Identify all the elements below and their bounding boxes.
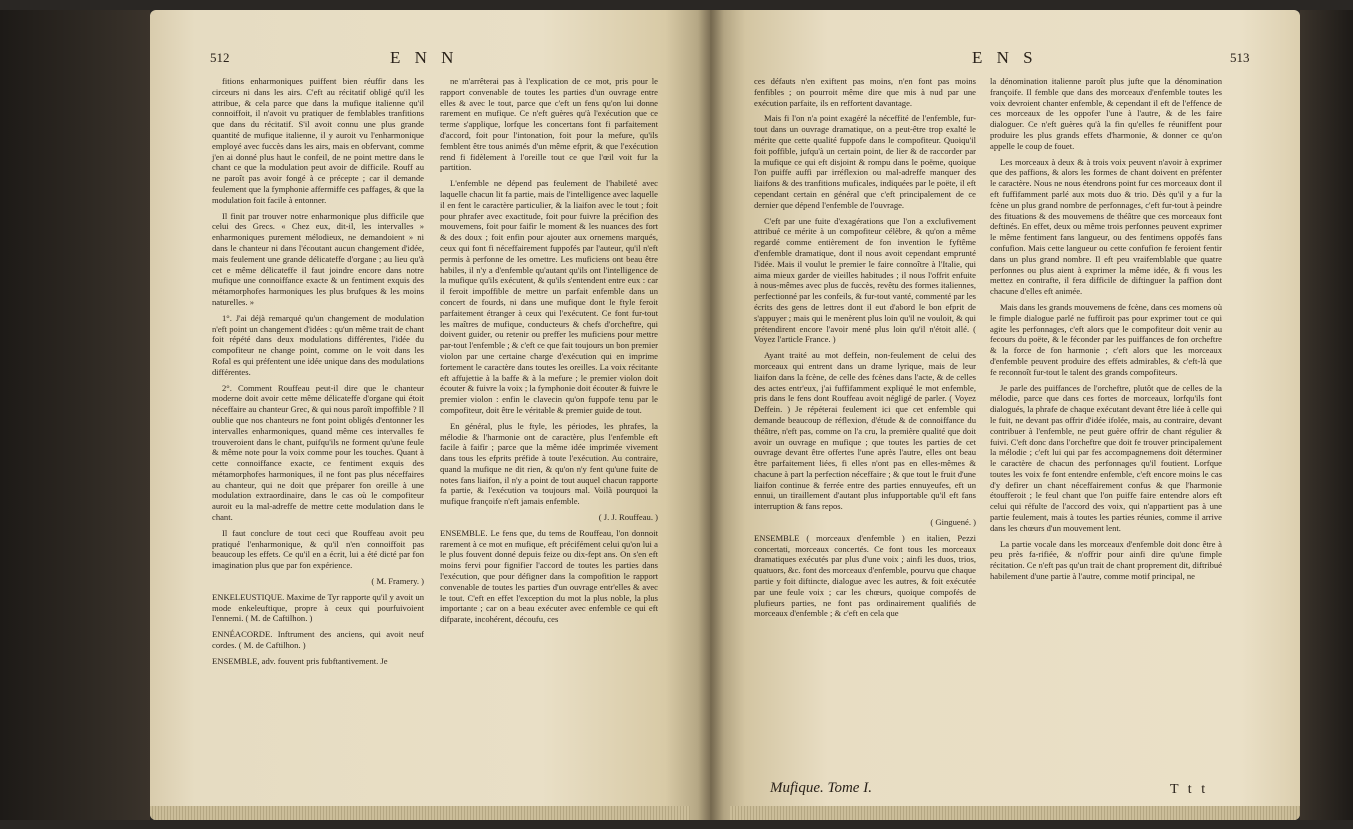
dictionary-entry: ENSEMBLE. Le fens que, du tems de Rouffeau, l'on donnoit rarement à ce mot en mufique, eft précifément celui qu'on lui a le plus fouvent donné depuis feize ou dix-fept ans. On s'en eft moins fervi pour fignifier l'accord de toutes les parties dans l'exécution, que pour défigner dans la compofition le rapport convenable de toutes les parties d'un ouvrage entr'elles & avec le tout. C'eft en effet l'exception du mot la plus noble, la plus importante ; car on a beau exécuter avec enfemble ce qui eft difparate, incohérent, découfu, ces (440, 527, 658, 625)
paragraph: 2°. Comment Rouffeau peut-il dire que le chanteur moderne doit avoir cette même délicateffe d'organe qui étoit néceffaire au chanteur Grec, & qui nous paroît impoffible ? Il oublie que nos chanteurs ne font point obligés d'entonner les intervalles enharmoniques, quand même ces intervalles fe trouveroient dans le chant, puifqu'ils ne forment qu'une feule & même note pour la voix comme pour les touches. Quant à cette connoiffance exacte, ce fentiment exquis des métamorphofes harmoniques, il ne font pas plus néceffaires au chanteur, qui ne doit que préparer fon oreille à une modulation extraordinaire, dans le cas où le compofiteur auroit eu la mal-adreffe de mettre cette modulation dans le chant. (212, 382, 424, 523)
paragraph: la dénomination italienne paroît plus jufte que la dénomination françoife. Il femble que dans des morceaux d'enfemble toutes les voix devroient chanter enfemble, & cependant il eft de l'effence de ces morceaux de les oppofer l'une à l'autre, & de les faire dialoguer. Ce n'eft guères qu'à la fin qu'elles fe réuniffent pour produire les plus grands effets d'harmonie, & donner ce qu'on appelle le coup de fouet. (990, 76, 1222, 151)
right-page (710, 10, 1300, 820)
signature-mark: T t t (1170, 782, 1209, 797)
left-column-2 (440, 76, 658, 630)
author-signature: ( J. J. Rouffeau. ) (598, 512, 658, 523)
page-number: 512 (210, 50, 230, 65)
volume-footer: Mufique. Tome I. (770, 780, 872, 796)
left-column-1 (212, 76, 424, 672)
right-column-1 (754, 76, 976, 624)
dictionary-entry: ENSEMBLE, adv. fouvent pris fubftantivement. Je (212, 655, 388, 666)
paragraph: En général, plus le ftyle, les périodes, les phrafes, la mélodie & l'harmonie ont de caractère, plus l'enfemble eft facile à faifir ; parce que la même idée imprimée vivement dans tous les efprits préfide à toute l'exécution. Au contraire, quand la mufique ne dit rien, & qu'on n'y fent qu'une fuite de notes fans liaifon, il n'y a point de tout auquel chacun rapporte fa partie, & l'exécution va toujours mal. Voilà pourquoi la mufique françoife n'eft jamais enfemble. (440, 420, 658, 507)
author-signature: ( M. Framery. ) (371, 576, 424, 587)
paragraph: C'eft par une fuite d'exagérations que l'on a exclufivement attribué ce mérite à un compofiteur célèbre, & qu'on a même regardé comme entièrement de fon invention le fyftême d'enfemble dramatique, dont il nous avoit cependant emprunté l'idée. Mais il voulut le premier le faire connoître à l'Italie, qui aima mieux garder de vieilles habitudes ; il nous l'offrit enfuite à nous-mêmes avec plus de fuccès, revêtu des formes italiennes, perfectionné par les confeils, & fur-tout vanté, commenté par les écrits des gens de lettres dont il eut d'abord le bon efprit de s'appuyer ; mais qui le menèrent plus loin qu'il ne vouloit, & qui prétendirent encore l'avoir mené plus loin qu'il n'étoit allé. ( Voyez l'article France. ) (754, 215, 976, 345)
page-edge (730, 806, 1300, 820)
page-number: 513 (1230, 50, 1250, 65)
paragraph: 1°. J'ai déjà remarqué qu'un changement de modulation n'eft point un changement d'idées : qu'un même trait de chant foit répété dans deux modulations différentes, l'idée du compofiteur ne change point, comme on le voit dans les Rofal es qui préfentent une idée unique dans des modulations différentes. (212, 312, 424, 377)
running-header: E N N (390, 48, 459, 67)
paragraph: ces défauts n'en exiftent pas moins, n'en font pas moins fenfibles ; on pourroit même dire que mis à nud par une exécution parfaite, ils en reffortent davantage. (754, 76, 976, 108)
author-signature: ( Ginguené. ) (930, 517, 976, 528)
paragraph: Mais fi l'on n'a point exagéré la néceffité de l'enfemble, fur-tout dans un ouvrage dramatique, on a peut-être trop exalté le mérite que cette qualité fuppofe dans le compofiteur. Quoiqu'il foit poffible, jufqu'à un certain point, de lier & de raccorder par la mufique ce qui eft disjoint & rompu dans le poëme, quoique l'on puiffe auffi par irréflexion ou mal-adreffe manquer des liaifons & des tranfitions muficales, indiquées par le poëte, il eft cependant certain en général que c'eft principalement de ce dernier que dépend l'enfemble de l'ouvrage. (754, 113, 976, 210)
paragraph: Il finit par trouver notre enharmonique plus difficile que celui des Grecs. « Chez eux, dit-il, les intervalles » enharmoniques purement mélodieux, ne demandoient » ni dans le chanteur ni dans l'écoutant aucun changement d'idée, mais feulement une grande délicateffe d'organe ; au lieu qu'à cet e même délicateffe il faut joindre encore dans notre mufique une connoiffance exacte & un fentiment exquis des métamorphofes harmoniques les plus brufques & les moins naturelles. » (212, 210, 424, 307)
page-edge (150, 806, 690, 820)
dictionary-entry: ENKELEUSTIQUE. Maxime de Tyr rapporte qu'il y avoit un mode enkeleuftique, propre à ceux qui pourfuivoient l'ennemi. ( M. de Caftilhon. ) (212, 591, 424, 624)
paragraph: La partie vocale dans les morceaux d'enfemble doit donc être à peu près fa-rifiée, & n'offrir pour ainfi dire qu'une fimple récitation. Ce n'eft pas qu'un trait de chant proprement dit, diftribué habilement d'une partie à l'autre, comme motif principal, ne (990, 538, 1222, 582)
open-book (150, 10, 1300, 820)
paragraph: Il faut conclure de tout ceci que Rouffeau avoit peu pratiqué l'enharmonique, & qu'il n'en connoiffoit pas beaucoup les effets. Ce qu'il en a écrit, lui a été dicté par fon imagination plus que par fon expérience. (212, 527, 424, 571)
paragraph: L'enfemble ne dépend pas feulement de l'habileté avec laquelle chacun lit fa partie, mais de l'intelligence avec laquelle il en fent le caractère particulier, & la liaifon avec le tout ; foit pour phrafer avec exactitude, foit pour fuivre la précifion des mouvemens, foit pour faifir le moment & les nuances des fort & des doux ; foit enfin pour ajouter aux ornemens marqués, ceux qui font fi néceffairement fuppofés par l'auteur, qu'il n'eft permis à perfonne de les omettre. Les muficiens ont beau être habiles, il n'y a d'enfemble qu'autant qu'ils ont l'intelligence de la mufique qu'ils exécutent, & qu'ils s'entendent entre eux : car il feroit impoffible de mettre un parfait enfemble dans un concert de fourds, ni dans une mufique dont le ftyle feroit parfaitement étranger à ceux qui l'exécutent. Ce font fur-tout les maîtres de mufique, conducteurs & chefs d'orcheftre, qui doivent guider, ou retenir ou preffer les muficiens pour mettre par-tout l'enfemble ; & c'eft ce que fait toujours un bon premier violon par une certaine charge d'exécution qui en imprime fortement le caractère dans toutes les oreilles. La voix récitante eft affujettie à la baffe & à la mefure ; le premier violon doit écouter & fuivre la voix ; la fymphonie doit écouter & fuivre le premier violon : enfin le clavecin qu'on fuppofe tenu par le compofiteur, doit être le véritable & premier guide de tout. (440, 178, 658, 415)
paragraph: Les morceaux à deux & à trois voix peuvent n'avoir à exprimer que des paffions, & alors les formes de chant doivent en préfenter le caractère. Nous ne nous étendrons point fur ces morceaux dont il eft fuffifamment parlé aux mots duo & trio. Dès qu'il y a fur la fcène un plus grand nombre de perfonnages, c'eft fur-tout à peindre des fituations & des mouvemens de théâtre que ces morceaux font deftinés. En effet, deux ou même trois perfonnes peuvent exprimer le même fentiment fans langueur, ou des fentimens oppofés fans confufion. Mais cette langueur ou cette confufion fe feroient fentir dans un plus grand nombre. Il eft peu vraifemblable que quatre perfonnes ou plus aient à exprimer la même idée, & fi vous les mettez en contrafte, il fera difficile de diftinguer la paffion dont chacune d'elles eft animée. (990, 156, 1222, 297)
paragraph: Mais dans les grands mouvemens de fcène, dans ces momens où le fimple dialogue parlé ne fuffiroit pas pour exprimer tout ce qui agite les perfonnages, c'eft alors que le compofiteur doit venir au fecours du poëte, & le féconder par les puiffances de fon orcheftre & la force de fon harmonie ; c'eft alors que les morceaux d'enfemble peuvent produire des effets admirables, & c'eft-là que fe reconnoît fur-tout le talent des grands compofiteurs. (990, 301, 1222, 377)
paragraph: Je parle des puiffances de l'orcheftre, plutôt que de celles de la mélodie, parce que dans ces fortes de morceaux, lorfqu'ils font dialogués, la phrafe de chaque exécutant devant être liée à celle qui le fuit, ne devant pas offrir d'idée ifolée, mais, au contraire, devant contribuer à l'enfemble, ne peut guère offrir de chant régulier & fuivi. C'eft donc dans l'orcheftre que doit fe trouver principalement la mélodie ; c'eft lui qui par fes accompagnemens doit déterminer le caractère de chacun des perfonnages qu'il foutient. Lorfque toutes les voix fe font entendre enfemble, c'eft encore moins le cas d'y defirer un chant néceffairement confus & que l'harmonie étoufferoit ; le feul chant que l'on puiffe faire entendre alors eft celui qui réfulte de l'accord des voix, qui n'appartient pas à une partie feulement, mais à toutes les parties réunies, comme il arrive dans les chœurs d'un mouvement lent. (990, 382, 1222, 533)
paragraph: fitions enharmoniques puiffent bien réuffir dans les circeurs ni dans les airs. C'eft au récitatif obligé qu'il les attribue, & cela parce que dans la mufique italienne qu'il connoiffoit, il n'avoit vu pratiquer de femblables tranfitions que dans du récitatif. S'il avoit connu une plus grande quantité de mufique italienne, il y auroit vu l'enharmonique employé avec fuccès dans les airs, mais en obfervant, comme j'en ai donné plus haut le confeil, de ne point mettre dans le chant ce que la modulation peut avoir de difficile. Rouff au ne paroît pas avoir fongé à ce précepte ; car il demande feulement que la fymphonie affermiffe ces paffages, & que la modulation foit facile à entonner. (212, 76, 424, 205)
running-header: E N S (972, 48, 1038, 67)
paragraph: ne m'arrêterai pas à l'explication de ce mot, pris pour le rapport convenable de toutes les parties d'un ouvrage entre elles & avec le tout, parce que c'eft un fens qu'on lui donne rarement en mufique. Ce n'eft guères qu'à l'exécution que ce terme s'applique, lorfque les concertans font fi parfaitement d'accord, foit pour l'intonation, foit pour la mefure, qu'ils femblent être tous animés d'un même efprit, & que l'exécution rend fi fidèlement à l'oreille tout ce que l'œil voit fur la partition. (440, 76, 658, 173)
book-gutter (698, 10, 724, 820)
left-page (150, 10, 710, 820)
dictionary-entry: ENSEMBLE ( morceaux d'enfemble ) en italien, Pezzi concertati, morceaux concertés. Ce font tous les morceaux dramatiques exécutés par plus d'une voix ; ainfi les duos, trios, quatuors, &c. font des morceaux d'enfemble, pourvu que chaque partie y foit diftincte, dialogue avec les autres, & foit exécutée par une feule voix ; car les chœurs, quoique compofés de plufieurs parties, ne font pas ordinairement qualifiés de morceaux d'enfemble ; & c'eft en cela que (754, 532, 976, 619)
right-book-edge (1300, 10, 1353, 820)
right-column-2 (990, 76, 1222, 587)
dictionary-entry: ENNÉACORDE. Inftrument des anciens, qui avoit neuf cordes. ( M. de Caftilhon. ) (212, 629, 424, 651)
left-book-edge (0, 10, 150, 820)
paragraph: Ayant traité au mot deffein, non-feulement de celui des morceaux qui entrent dans un drame lyrique, mais de leur liaifon dans la fcène, de celle des fcènes dans l'acte, & de celles des actes entr'eux, j'ai fuffifamment expliqué le mot enfemble, pris dans le fens dont Rouffeau avoit négligé de parler. ( Voyez Deffein. ) Je répéterai feulement ici que cet enfemble qui demande beaucoup de réflexion, d'étude & de connoiffance du théâtre, n'eft pas, comme on l'a cru, la première qualité que doit avoir un ouvrage en mufique ; que toutes les parties de cet ouvrage devant être offertes l'une après l'autre, elles ont beau être parfaitement liées, fi elles n'ont pas en elles-mêmes & chacune à part la perfection néceffaire ; & que tout le fruit d'une liaifon continue & ferrée entre des parties ennuyeufes, eft un ennui, un tiraillement d'autant plus infupportable qu'il eft fans interruption & fans repos. (754, 350, 976, 512)
